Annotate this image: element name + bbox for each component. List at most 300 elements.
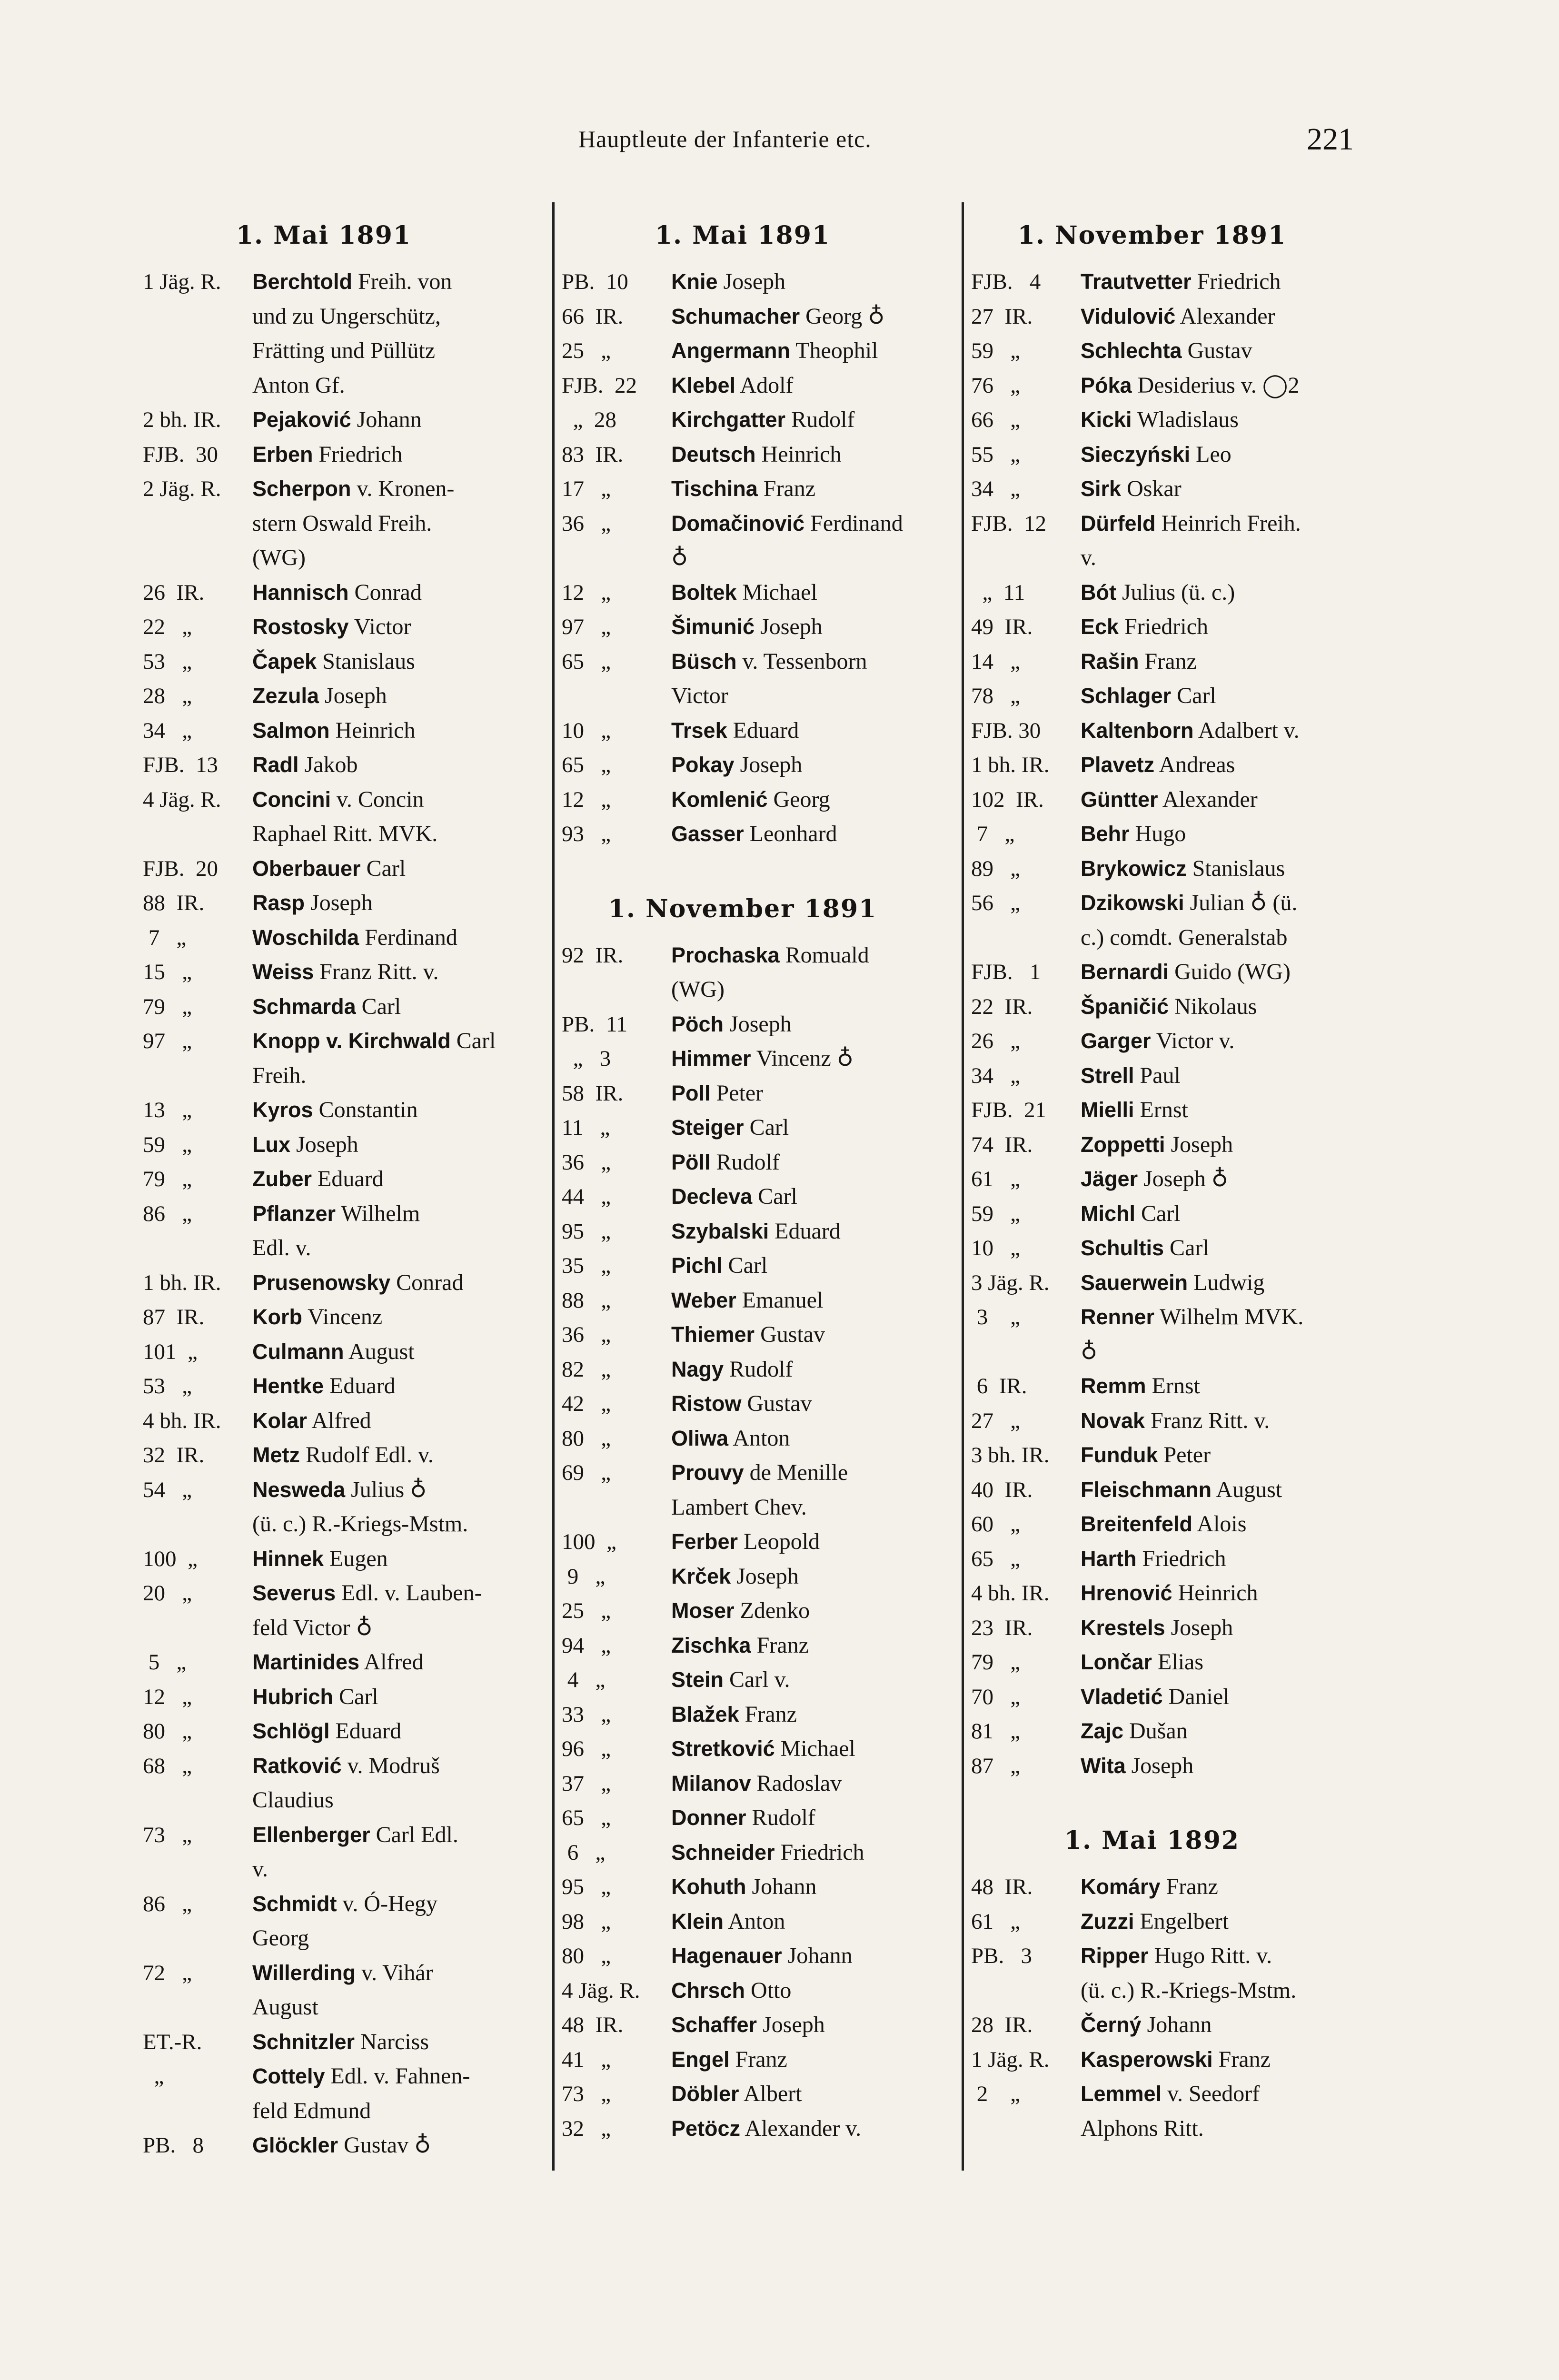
surname: Kicki (1081, 407, 1132, 432)
surname: Schneider (671, 1840, 775, 1864)
unit-label: 7 „ (971, 822, 1015, 846)
officer-entry (1081, 2008, 1333, 2043)
unit-label: PB. 11 (562, 1012, 627, 1037)
list-item (562, 437, 923, 472)
list-item (971, 334, 1333, 368)
unit-label: 1 bh. IR. (143, 1270, 221, 1295)
officer-entry (1081, 368, 1333, 403)
officer-entry (1081, 1197, 1333, 1231)
unit-label: 53 „ (143, 649, 192, 674)
given-name: Jakob (298, 752, 358, 777)
given-name: Franz (729, 2046, 787, 2072)
given-name: Joseph (1165, 1615, 1233, 1640)
continuation-line: Frätting und Püllütz (252, 338, 435, 363)
list-item (562, 1870, 923, 1904)
unit-label: 14 „ (971, 649, 1021, 674)
list-item (143, 610, 505, 645)
unit-label: 3 bh. IR. (971, 1443, 1050, 1468)
officer-entry (671, 1214, 923, 1249)
given-name: Franz (1139, 648, 1197, 674)
list-item (143, 783, 505, 852)
officer-entry (1081, 886, 1333, 955)
officer-entry (252, 575, 505, 610)
unit-label: 79 „ (143, 1167, 192, 1191)
given-name: Franz Ritt. v. (314, 959, 439, 984)
officer-entry (252, 1542, 505, 1577)
unit-label: „ 11 (971, 580, 1025, 605)
officer-entry (671, 1732, 923, 1766)
officer-entry (671, 2008, 923, 2043)
given-name: Anton (728, 1425, 790, 1451)
given-name: Adolf (735, 372, 794, 398)
officer-entry (252, 1576, 505, 1645)
given-name: Franz (739, 1701, 797, 1727)
surname: Michl (1081, 1201, 1136, 1226)
list-item (143, 1645, 505, 1680)
list-item (971, 265, 1333, 299)
given-name: Zdenko (734, 1598, 810, 1623)
officer-entry (671, 403, 923, 437)
officer-entry (1081, 1059, 1333, 1093)
list-item (562, 1318, 923, 1352)
officer-entry (1081, 955, 1333, 990)
officer-entry (1081, 506, 1333, 575)
given-name: Joseph ♁ (1138, 1166, 1228, 1191)
list-item (562, 1697, 923, 1732)
unit-label: 65 „ (562, 1805, 611, 1830)
surname: Donner (671, 1805, 746, 1830)
list-item (971, 1645, 1333, 1680)
officer-entry (671, 1145, 923, 1180)
list-item (971, 1059, 1333, 1093)
given-name: Johann (746, 1874, 817, 1899)
officer-entry (671, 1835, 923, 1870)
unit-label: 40 IR. (971, 1477, 1033, 1502)
given-name: Conrad (348, 579, 422, 605)
list-item (562, 714, 923, 748)
given-name: Carl Edl. (370, 1822, 458, 1847)
continuation-line: August (252, 1994, 318, 2020)
unit-label: 1 Jäg. R. (143, 269, 221, 294)
surname: Rašin (1081, 649, 1139, 674)
list-item (143, 1887, 505, 1956)
given-name: Wladislaus (1132, 407, 1239, 432)
unit-label: 87 „ (971, 1753, 1021, 1778)
officer-entry (252, 1473, 505, 1542)
officer-entry (1081, 1162, 1333, 1197)
unit-label: 58 IR. (562, 1081, 624, 1106)
list-item (143, 1369, 505, 1404)
unit-label: 6 „ (562, 1840, 606, 1865)
unit-label: 5 „ (143, 1650, 187, 1675)
unit-label: 20 „ (143, 1581, 192, 1606)
list-item (971, 852, 1333, 886)
given-name: Rudolf Edl. v. (300, 1442, 434, 1468)
continuation-line: feld Edmund (252, 2098, 371, 2123)
list-item (971, 748, 1333, 783)
list-item (143, 1956, 505, 2025)
officer-entry (671, 1007, 923, 1042)
list-item (143, 852, 505, 886)
unit-label: 10 „ (562, 718, 611, 743)
list-item (562, 368, 923, 403)
surname: Hubrich (252, 1684, 334, 1709)
unit-label: 1 bh. IR. (971, 753, 1050, 777)
list-item (562, 1111, 923, 1145)
list-item (143, 1162, 505, 1197)
given-name: Joseph (724, 1011, 792, 1037)
list-item (143, 1300, 505, 1335)
unit-label: 55 „ (971, 442, 1021, 467)
surname: Sauerwein (1081, 1270, 1188, 1295)
surname: Kohuth (671, 1874, 746, 1899)
column-2 (562, 218, 923, 2146)
list-item (562, 1801, 923, 1835)
surname: Lemmel (1081, 2082, 1162, 2106)
given-name: August (1211, 1477, 1282, 1502)
surname: Schnitzler (252, 2029, 355, 2054)
surname: Domačinović (671, 511, 805, 536)
list-item (971, 1369, 1333, 1404)
unit-label: 79 „ (143, 994, 192, 1019)
surname: Strell (1081, 1063, 1134, 1088)
surname: Funduk (1081, 1443, 1158, 1467)
officer-entry (252, 1749, 505, 1818)
officer-entry (252, 645, 505, 679)
unit-label: 73 „ (562, 2082, 611, 2106)
unit-label: 97 „ (562, 615, 611, 639)
surname: Boltek (671, 580, 737, 605)
unit-label: 27 IR. (971, 304, 1033, 329)
officer-entry (252, 783, 505, 852)
given-name: Adalbert v. (1193, 717, 1300, 743)
given-name: Eduard (727, 717, 799, 743)
officer-entry (671, 1697, 923, 1732)
list-item (971, 437, 1333, 472)
unit-label: 10 „ (971, 1236, 1021, 1260)
list-item (971, 1024, 1333, 1059)
given-name: Joseph (757, 2012, 825, 2037)
section-heading: 1. Mai 1891 (655, 221, 831, 250)
unit-label: FJB. 12 (971, 511, 1047, 536)
surname: Martinides (252, 1650, 360, 1674)
given-name: Carl (1135, 1200, 1181, 1226)
officer-entry (671, 1801, 923, 1835)
unit-label: 22 IR. (971, 994, 1033, 1019)
surname: Prouvy (671, 1460, 744, 1485)
surname: Poll (671, 1081, 711, 1105)
surname: Renner (1081, 1305, 1155, 1329)
surname: Angermann (671, 338, 791, 363)
officer-entry (252, 1266, 505, 1300)
unit-label: 4 Jäg. R. (143, 787, 221, 812)
list-item (562, 265, 923, 299)
list-item (562, 1180, 923, 1214)
unit-label: 36 „ (562, 1322, 611, 1347)
officer-entry (671, 1249, 923, 1283)
given-name: v. Kronen- (351, 476, 455, 501)
surname: Korb (252, 1305, 302, 1329)
given-name: Friedrich (1119, 614, 1209, 639)
unit-label: 79 „ (971, 1650, 1021, 1675)
officer-entry (1081, 1714, 1333, 1749)
continuation-line: und zu Ungerschütz, (252, 303, 441, 329)
given-name: Alexander (1158, 786, 1258, 812)
unit-label: ET.-R. (143, 2029, 202, 2054)
list-item (562, 1766, 923, 1801)
list-item (562, 1732, 923, 1766)
surname: Pöll (671, 1150, 711, 1174)
list-item (562, 1525, 923, 1559)
officer-entry (252, 610, 505, 645)
surname: Rasp (252, 891, 305, 915)
list-item (971, 1300, 1333, 1369)
unit-label: 89 „ (971, 856, 1021, 881)
officer-entry (252, 1887, 505, 1956)
list-item (971, 1680, 1333, 1715)
surname: Petöcz (671, 2116, 741, 2141)
officer-entry (252, 1404, 505, 1438)
given-name: Hugo (1129, 821, 1186, 846)
officer-entry (671, 817, 923, 852)
column-1 (143, 218, 505, 2163)
list-item (143, 1335, 505, 1369)
surname: Willerding (252, 1960, 356, 1985)
unit-label: 33 „ (562, 1702, 611, 1727)
surname: Kasperowski (1081, 2047, 1213, 2072)
officer-entry (671, 1076, 923, 1111)
unit-label: „ (143, 2064, 164, 2089)
officer-entry (671, 1870, 923, 1904)
officer-entry (1081, 817, 1333, 852)
surname: Woschilda (252, 925, 359, 950)
surname: Weber (671, 1288, 736, 1312)
list-item (971, 1749, 1333, 1784)
unit-label: 65 „ (971, 1546, 1021, 1571)
unit-label: 3 „ (971, 1305, 1021, 1329)
surname: Rostosky (252, 615, 349, 639)
officer-entry (671, 1525, 923, 1559)
officer-entry (671, 1904, 923, 1939)
unit-label: 72 „ (143, 1960, 192, 1985)
surname: Plavetz (1081, 753, 1155, 777)
surname: Metz (252, 1443, 300, 1467)
surname: Kolar (252, 1408, 308, 1433)
given-name: Franz (1212, 2046, 1271, 2072)
given-name: Johann (782, 1943, 853, 1968)
officer-entry (671, 334, 923, 368)
surname: Lončar (1081, 1650, 1152, 1674)
surname: Prochaska (671, 942, 780, 967)
list-item (143, 1473, 505, 1542)
surname: Hentke (252, 1374, 324, 1398)
surname: Trsek (671, 718, 727, 743)
unit-label: 41 „ (562, 2047, 611, 2072)
list-item (143, 1749, 505, 1818)
officer-entry (252, 1818, 505, 1887)
given-name: Georg ♁ (800, 303, 885, 329)
list-item (971, 886, 1333, 955)
unit-label: 23 IR. (971, 1615, 1033, 1640)
list-item (562, 1904, 923, 1939)
unit-label: 86 „ (143, 1891, 192, 1916)
officer-entry (1081, 437, 1333, 472)
list-item (143, 955, 505, 990)
officer-entry (1081, 1904, 1333, 1939)
given-name: Carl (356, 993, 401, 1019)
given-name: Eduard (312, 1166, 384, 1191)
officer-entry (252, 1645, 505, 1680)
surname: Büsch (671, 649, 737, 674)
officer-entry (671, 1973, 923, 2008)
officer-entry (252, 955, 505, 990)
list-item (562, 1249, 923, 1283)
list-item (971, 817, 1333, 852)
unit-label: 86 „ (143, 1201, 192, 1226)
list-item (971, 1473, 1333, 1507)
list-item (971, 1438, 1333, 1473)
surname: Döbler (671, 2082, 739, 2106)
unit-label: 56 „ (971, 891, 1021, 915)
surname: Decleva (671, 1184, 753, 1209)
surname: Šimunić (671, 615, 755, 639)
list-item (971, 472, 1333, 506)
list-item (143, 886, 505, 921)
unit-label: 32 „ (562, 2116, 611, 2141)
officer-entry (1081, 1507, 1333, 1542)
list-item (971, 679, 1333, 714)
unit-label: 74 IR. (971, 1132, 1033, 1157)
surname: Oliwa (671, 1426, 729, 1450)
unit-label: 61 „ (971, 1167, 1021, 1191)
officer-entry (1081, 472, 1333, 506)
surname: Bernardi (1081, 960, 1169, 984)
continuation-line: v. (252, 1856, 268, 1882)
surname: Mielli (1081, 1098, 1134, 1122)
officer-entry (671, 1939, 923, 1973)
given-name: Edl. v. Fahnen- (325, 2063, 470, 2089)
surname: Komáry (1081, 1874, 1161, 1899)
unit-label: 65 „ (562, 649, 611, 674)
surname: Klein (671, 1909, 724, 1934)
unit-label: FJB. 30 (971, 718, 1041, 743)
surname: Kirchgatter (671, 407, 786, 432)
continuation-line: Freih. (252, 1062, 307, 1088)
list-item (562, 783, 923, 817)
officer-entry (671, 265, 923, 299)
given-name: Stanislaus (317, 648, 415, 674)
unit-label: 101 „ (143, 1339, 198, 1364)
list-item (971, 1404, 1333, 1438)
list-item (971, 1231, 1333, 1266)
list-item (971, 1714, 1333, 1749)
given-name: Friedrich (775, 1839, 864, 1865)
surname: Breitenfeld (1081, 1512, 1193, 1536)
surname: Hannisch (252, 580, 349, 605)
given-name: Julius (ü. c.) (1116, 579, 1235, 605)
officer-entry (1081, 1939, 1333, 2008)
given-name: Eugen (324, 1546, 388, 1571)
unit-label: 66 IR. (562, 304, 624, 329)
continuation-line: Edl. v. (252, 1235, 311, 1260)
unit-label: 25 „ (562, 1598, 611, 1623)
officer-entry (1081, 1870, 1333, 1904)
list-item (562, 2008, 923, 2043)
surname: Schaffer (671, 2013, 757, 2037)
surname: Milanov (671, 1771, 751, 1795)
list-item (562, 2043, 923, 2077)
unit-label: 7 „ (143, 925, 187, 950)
surname: Szybalski (671, 1219, 769, 1243)
surname: Severus (252, 1581, 336, 1605)
given-name: v. Seedorf (1162, 2081, 1260, 2106)
unit-label: 80 „ (143, 1719, 192, 1744)
surname: Himmer (671, 1046, 751, 1071)
surname: Glöckler (252, 2133, 338, 2157)
continuation-line: (ü. c.) R.-Kriegs-Mstm. (252, 1511, 468, 1537)
unit-label: 26 IR. (143, 580, 205, 605)
officer-entry (252, 1197, 505, 1266)
given-name: Otto (745, 1977, 792, 2003)
officer-entry (252, 1300, 505, 1335)
surname: Ristow (671, 1391, 742, 1416)
list-item (971, 2043, 1333, 2077)
list-item (562, 1387, 923, 1421)
given-name: Julian ♁ (ü. (1184, 890, 1298, 915)
given-name: Narciss (355, 2029, 429, 2054)
unit-label: 80 „ (562, 1426, 611, 1451)
unit-label: 78 „ (971, 684, 1021, 708)
surname: Komlenić (671, 787, 768, 812)
given-name: Engelbert (1134, 1908, 1229, 1934)
unit-label: 34 „ (971, 1063, 1021, 1088)
given-name: Joseph (305, 890, 373, 915)
unit-label: 59 „ (971, 1201, 1021, 1226)
continuation-line: c.) comdt. Generalstab (1081, 924, 1288, 950)
given-name: Michael (736, 579, 817, 605)
given-name: Emanuel (736, 1287, 824, 1313)
list-item (143, 2025, 505, 2060)
officer-entry (1081, 1128, 1333, 1162)
given-name: Oskar (1121, 476, 1182, 501)
unit-label: FJB. 13 (143, 753, 218, 777)
surname: Salmon (252, 718, 330, 743)
list-item (143, 1680, 505, 1715)
officer-entry (1081, 2043, 1333, 2077)
officer-entry (671, 1318, 923, 1352)
column-divider (962, 202, 964, 2171)
officer-entry (1081, 1611, 1333, 1646)
list-item (971, 1542, 1333, 1577)
unit-label: 42 „ (562, 1391, 611, 1416)
given-name: Leonhard (744, 821, 837, 846)
surname: Erben (252, 442, 313, 466)
column-divider (552, 202, 555, 2171)
officer-entry (671, 714, 923, 748)
list-item (971, 2008, 1333, 2043)
surname: Tischina (671, 476, 758, 501)
officer-entry (671, 1663, 923, 1697)
given-name: Carl (722, 1253, 768, 1278)
surname: Behr (1081, 822, 1130, 846)
surname: Wita (1081, 1753, 1126, 1778)
list-item (562, 610, 923, 645)
unit-label: 49 IR. (971, 615, 1033, 639)
given-name: Heinrich (1172, 1580, 1258, 1606)
surname: Stretković (671, 1736, 775, 1761)
list-item (143, 645, 505, 679)
given-name: Carl (752, 1184, 797, 1209)
